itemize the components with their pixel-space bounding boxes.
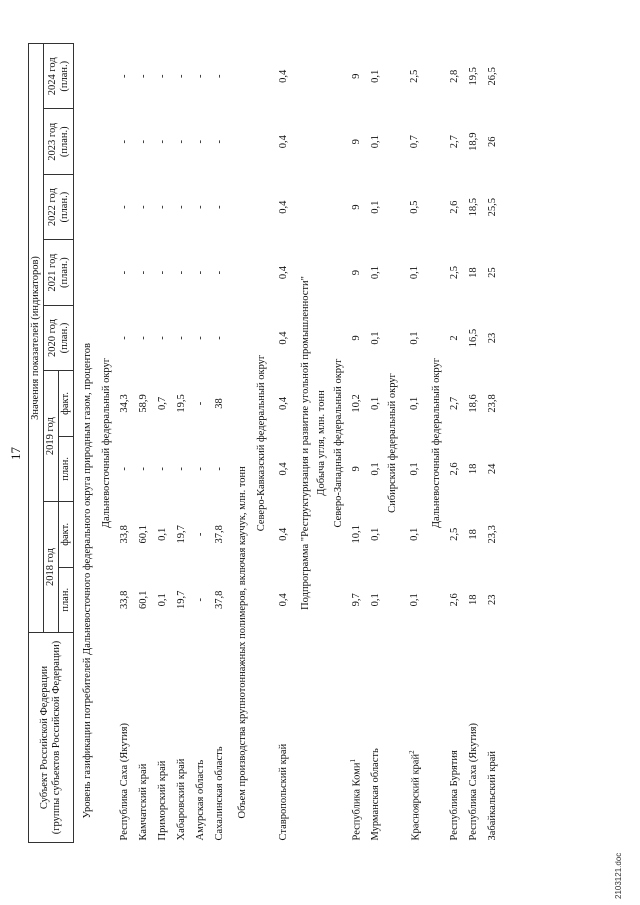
subject-name: Хабаровский край [175, 758, 187, 841]
value-cell: - [194, 467, 206, 471]
value-cell: - [156, 205, 168, 209]
value-cell: 18 [467, 529, 479, 540]
subject-name-cell [465, 633, 484, 843]
value-cell: 0,1 [369, 396, 381, 411]
subprogram-title-row [298, 44, 315, 843]
subject-name-cell [172, 633, 191, 843]
value-cell: 2,6 [448, 462, 460, 476]
year-label: 2023 год [46, 122, 58, 161]
subject-name-cell [347, 633, 366, 843]
plan-label: (план.) [58, 191, 70, 223]
value-cell: - [213, 205, 225, 209]
value-cell: 0,1 [369, 266, 381, 280]
value-cell: - [137, 205, 149, 209]
value-cell: 0,1 [409, 266, 421, 280]
value-cell: 0,1 [369, 135, 381, 149]
page-number: 17 [8, 447, 23, 460]
footnote-mark: 2 [407, 750, 416, 754]
year-2023-header [44, 109, 74, 174]
doc-id: 2103121.doc [614, 852, 623, 899]
value-cell: - [156, 336, 168, 340]
table-row [210, 44, 229, 843]
subject-name-cell [191, 633, 210, 843]
value-cell: 2,7 [448, 396, 460, 411]
plan-label: (план.) [58, 60, 70, 92]
value-cell: 2,5 [409, 69, 421, 83]
subject-name-cell [134, 633, 153, 843]
value-cell: 18,9 [467, 132, 479, 151]
value-cell: 9 [350, 204, 362, 210]
value-cell: 18 [467, 594, 479, 606]
fact-2019-header: факт. [59, 371, 74, 436]
value-cell: - [194, 336, 206, 340]
value-cell: 0,1 [369, 200, 381, 214]
value-cell: - [137, 139, 149, 144]
value-cell: 0,1 [409, 331, 421, 345]
value-cell: 0,1 [156, 527, 168, 541]
table-body [74, 44, 503, 843]
value-cell: - [175, 270, 187, 275]
subject-name: Камчатский край [137, 763, 149, 841]
plan-2018-header: план. [59, 567, 74, 632]
value-cell: 0,1 [369, 527, 381, 541]
value-cell: 18 [467, 267, 479, 278]
table-row [446, 44, 465, 843]
value-cell: 0,4 [277, 135, 289, 149]
value-cell: 18,6 [467, 394, 479, 413]
region-title: Северо-Западный федеральный округ [332, 358, 344, 528]
value-cell: 58,9 [137, 394, 149, 413]
subprogram-title: Подпрограмма "Реструктуризация и развитие угольной промышленности" [299, 276, 311, 610]
indicators-table [28, 43, 503, 843]
table-row [366, 44, 385, 843]
region-title: Северо-Кавказский федеральный округ [255, 354, 267, 532]
value-cell: 19,7 [175, 525, 187, 544]
year-2019-header: 2019 год [44, 371, 59, 502]
value-cell: 60,1 [137, 590, 149, 609]
year-2018-header: 2018 год [44, 502, 59, 633]
value-cell: 37,8 [213, 590, 225, 609]
value-cell: - [118, 336, 130, 340]
region-title-row [254, 44, 271, 843]
value-cell: 16,5 [467, 328, 479, 348]
value-cell: 33,8 [118, 525, 130, 544]
value-cell: 25 [486, 267, 498, 278]
value-cell: 0,1 [156, 593, 168, 607]
indicator-title: Добыча угля, млн. тонн [316, 390, 328, 496]
subject-name: Приморский край [156, 760, 168, 841]
value-cell: - [194, 598, 206, 602]
fact-2018-header: факт. [59, 502, 74, 567]
value-cell: 2,6 [448, 593, 460, 607]
value-cell: 26 [486, 136, 498, 147]
region-title-row [385, 44, 402, 843]
value-cell: 0,1 [409, 462, 421, 476]
value-cell: 23 [486, 332, 498, 344]
value-cell: - [175, 74, 187, 78]
value-cell: - [175, 336, 187, 340]
table-row [347, 44, 366, 843]
value-cell: 0,7 [156, 396, 168, 411]
value-cell: - [194, 139, 206, 144]
value-cell: - [194, 401, 206, 406]
subject-header [29, 633, 74, 843]
plan-label: (план.) [58, 126, 70, 158]
indicators-sheet [28, 43, 503, 843]
value-cell: 19,5 [467, 67, 479, 86]
subject-name-cell [210, 633, 229, 843]
value-cell: 37,8 [213, 525, 225, 544]
value-cell: 0,4 [277, 200, 289, 214]
subject-name: Республика Коми [351, 762, 363, 841]
year-2020-header [44, 305, 74, 370]
value-cell: 10,1 [350, 525, 362, 544]
region-title-row [99, 44, 116, 843]
value-cell: 23,8 [486, 394, 498, 413]
year-2022-header [44, 174, 74, 239]
year-label: 2021 год [46, 253, 58, 292]
value-cell: 2 [448, 335, 460, 341]
plan-label: (план.) [58, 257, 70, 288]
subject-name-cell [484, 633, 503, 843]
value-cell: 38 [213, 398, 225, 409]
value-cell: 33,8 [118, 590, 130, 609]
value-cell: 2,7 [448, 135, 460, 149]
value-cell: - [213, 74, 225, 78]
value-cell: 2,6 [448, 200, 460, 214]
subject-name: Красноярский край [410, 753, 422, 841]
value-cell: 0,4 [277, 266, 289, 280]
subject-name-cell [271, 633, 298, 843]
value-cell: - [137, 467, 149, 471]
subject-name: Сахалинская область [213, 746, 225, 841]
value-cell: - [156, 139, 168, 144]
value-cell: - [118, 74, 130, 78]
value-cell: 25,5 [486, 197, 498, 217]
subject-name: Республика Саха (Якутия) [118, 723, 130, 841]
value-cell: - [137, 270, 149, 275]
value-cell: - [137, 74, 149, 78]
value-cell: 26,5 [486, 67, 498, 86]
table-row [402, 44, 429, 843]
year-label: 2020 год [46, 319, 58, 358]
table-row [484, 44, 503, 843]
value-cell: 9 [350, 73, 362, 79]
value-cell: 2,8 [448, 69, 460, 83]
region-title: Сибирский федеральный округ [387, 373, 399, 513]
value-cell: 0,1 [409, 593, 421, 607]
value-cell: - [137, 336, 149, 340]
value-cell: 0,4 [277, 527, 289, 541]
table-row [465, 44, 484, 843]
value-cell: 9,7 [350, 593, 362, 607]
table-row [134, 44, 153, 843]
value-cell: 0,1 [369, 462, 381, 476]
region-title-row [331, 44, 348, 843]
indicator-title-row [74, 44, 99, 843]
table-row [191, 44, 210, 843]
footnote-mark: 1 [349, 759, 358, 763]
subject-name-cell [366, 633, 385, 843]
value-cell: - [213, 336, 225, 340]
value-cell: - [213, 139, 225, 144]
value-cell: - [156, 467, 168, 471]
value-cell: - [118, 205, 130, 209]
table-row [153, 44, 172, 843]
value-cell: 0,1 [409, 396, 421, 411]
subject-name: Республика Бурятия [448, 750, 460, 841]
value-cell: 0,4 [277, 69, 289, 83]
value-cell: 0,4 [277, 396, 289, 411]
value-cell: - [213, 467, 225, 471]
value-cell: 2,5 [448, 527, 460, 541]
value-cell: 24 [486, 463, 498, 475]
value-cell: 2,5 [448, 266, 460, 280]
subject-header-line1: Субъект Российской Федерации [39, 665, 51, 810]
region-title-row [429, 44, 446, 843]
year-2021-header [44, 240, 74, 305]
year-2024-header [44, 44, 74, 110]
value-cell: 23,3 [486, 525, 498, 544]
value-cell: 9 [350, 335, 362, 341]
value-cell: 19,5 [175, 394, 187, 413]
value-cell: 10,2 [350, 394, 362, 413]
table-row [172, 44, 191, 843]
value-cell: 0,1 [409, 527, 421, 541]
value-cell: 0,4 [277, 462, 289, 476]
plan-label: (план.) [58, 322, 70, 354]
value-cell: - [156, 270, 168, 275]
region-title: Дальневосточный федеральный округ [430, 357, 442, 529]
subject-name-cell [115, 633, 134, 843]
value-cell: - [175, 139, 187, 144]
subject-name-cell [402, 633, 429, 843]
value-cell: 18 [467, 463, 479, 475]
indicator-title: Уровень газификации потребителей Дальневосточного федерального округа природным газом, процентов [82, 343, 94, 819]
value-cell: - [175, 467, 187, 471]
subject-header-line2: (группы субъектов Российской Федерации) [51, 640, 63, 835]
value-cell: 0,4 [277, 593, 289, 607]
value-cell: 9 [350, 466, 362, 472]
subject-name-cell [446, 633, 465, 843]
value-cell: - [118, 467, 130, 471]
subject-name: Забайкальский край [486, 750, 498, 841]
subject-name: Амурская область [194, 759, 206, 841]
table-row [115, 44, 134, 843]
year-label: 2022 год [46, 188, 58, 227]
value-cell: - [194, 74, 206, 78]
value-cell: 0,7 [409, 135, 421, 149]
indicator-title: Объем производства крупнотоннажных полимеров, включая каучук, млн. тонн [237, 466, 249, 819]
subject-name: Республика Саха (Якутия) [467, 723, 479, 841]
subject-name: Ставропольский край [277, 743, 289, 841]
value-cell: 23 [486, 594, 498, 606]
subject-name-cell [153, 633, 172, 843]
plan-2019-header: план. [59, 436, 74, 501]
value-cell: - [118, 139, 130, 144]
value-cell: - [118, 270, 130, 275]
value-cell: 0,1 [369, 69, 381, 83]
value-cell: 18,5 [467, 197, 479, 217]
value-cell: 60,1 [137, 525, 149, 544]
table-row [271, 44, 298, 843]
value-cell: - [194, 205, 206, 209]
region-title: Дальневосточный федеральный округ [100, 357, 112, 529]
indicators-header: Значения показателей (индикаторов) [29, 44, 44, 633]
value-cell: - [213, 270, 225, 275]
subject-name: Мурманская область [369, 748, 381, 841]
value-cell: - [156, 74, 168, 78]
indicator-title-row [314, 44, 331, 843]
value-cell: 9 [350, 139, 362, 145]
value-cell: 34,3 [118, 394, 130, 413]
value-cell: 0,5 [409, 200, 421, 214]
value-cell: - [194, 270, 206, 275]
value-cell: - [175, 205, 187, 209]
value-cell: 0,4 [277, 331, 289, 345]
value-cell: 0,1 [369, 593, 381, 607]
value-cell: 9 [350, 269, 362, 276]
indicator-title-row [229, 44, 254, 843]
value-cell: - [194, 532, 206, 537]
value-cell: 0,1 [369, 331, 381, 345]
year-label: 2024 год [46, 57, 58, 96]
value-cell: 19,7 [175, 590, 187, 609]
